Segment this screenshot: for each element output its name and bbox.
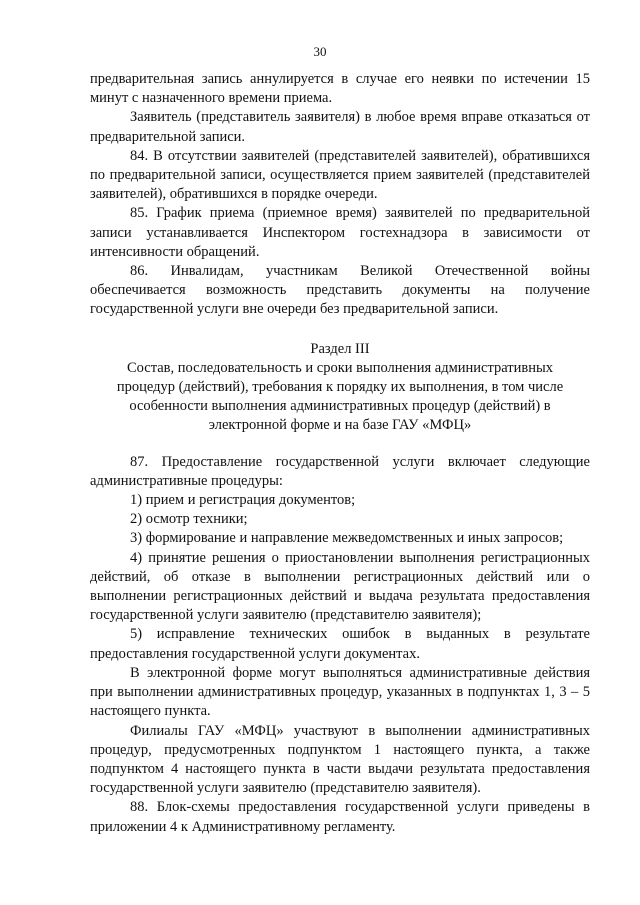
paragraph-86: 86. Инвалидам, участникам Великой Отечественной войны обеспечивается возможность представить документы на получение государственной услуги вне очереди без предварительной записи. bbox=[90, 263, 590, 318]
paragraph: В электронной форме могут выполняться административные действия при выполнении административных процедур, указанных в подпунктах 1, 3 – 5 настоящего пункта. bbox=[90, 664, 590, 720]
section-title-line: особенности выполнения административных процедур (действий) в bbox=[129, 398, 551, 415]
list-item: 3) формирование и направление межведомственных и иных запросов; bbox=[130, 530, 564, 547]
paragraph-87: 87. Предоставление государственной услуги включает следующие административные процедуры: bbox=[90, 453, 590, 489]
paragraph: Филиалы ГАУ «МФЦ» участвуют в выполнении административных процедур, предусмотренных подпунктом 1 настоящего пункта, а также подпунктом 4 настоящего пункта в части выдачи результата предоставления государственной услуги заявителю (представителю заявителя). bbox=[90, 722, 590, 797]
page-number: 30 bbox=[313, 44, 327, 59]
section-title-line: электронной форме и на базе ГАУ «МФЦ» bbox=[208, 417, 472, 434]
section-title-line: процедур (действий), требования к порядку их выполнения, в том числе bbox=[116, 379, 564, 396]
list-item: 5) исправление технических ошибок в выданных в результате предоставления государственной услуги документах. bbox=[90, 626, 590, 662]
paragraph-88: 88. Блок-схемы предоставления государственной услуги приведены в приложении 4 к Административному регламенту. bbox=[90, 799, 590, 835]
paragraph-85: 85. График приема (приемное время) заявителей по предварительной записи устанавливается Инспектором гостехнадзора в зависимости от интенсивности обращений. bbox=[90, 205, 590, 260]
section-heading bbox=[90, 340, 590, 436]
list-item: 2) осмотр техники; bbox=[130, 511, 248, 528]
document-body bbox=[90, 70, 590, 837]
paragraph: предварительная запись аннулируется в случае его неявки по истечении 15 минут с назначенного времени приема. bbox=[90, 71, 590, 107]
list-item: 4) принятие решения о приостановлении выполнения регистрационных действий, об отказе в выполнении регистрационных действий или о выполнении регистрационных действий и выдача результата предоставления государственной услуги заявителю (представителю заявителя); bbox=[90, 549, 590, 624]
paragraph: Заявитель (представитель заявителя) в любое время вправе отказаться от предварительной записи. bbox=[90, 109, 590, 145]
section-title-line: Состав, последовательность и сроки выполнения административных bbox=[126, 359, 554, 376]
paragraph-84: 84. В отсутствии заявителей (представителей заявителей), обратившихся по предварительной записи, осуществляется прием заявителей (представителей заявителей), обратившихся в порядке очереди. bbox=[90, 147, 590, 203]
list-item: 1) прием и регистрация документов; bbox=[130, 492, 356, 509]
section-number: Раздел III bbox=[310, 340, 370, 357]
